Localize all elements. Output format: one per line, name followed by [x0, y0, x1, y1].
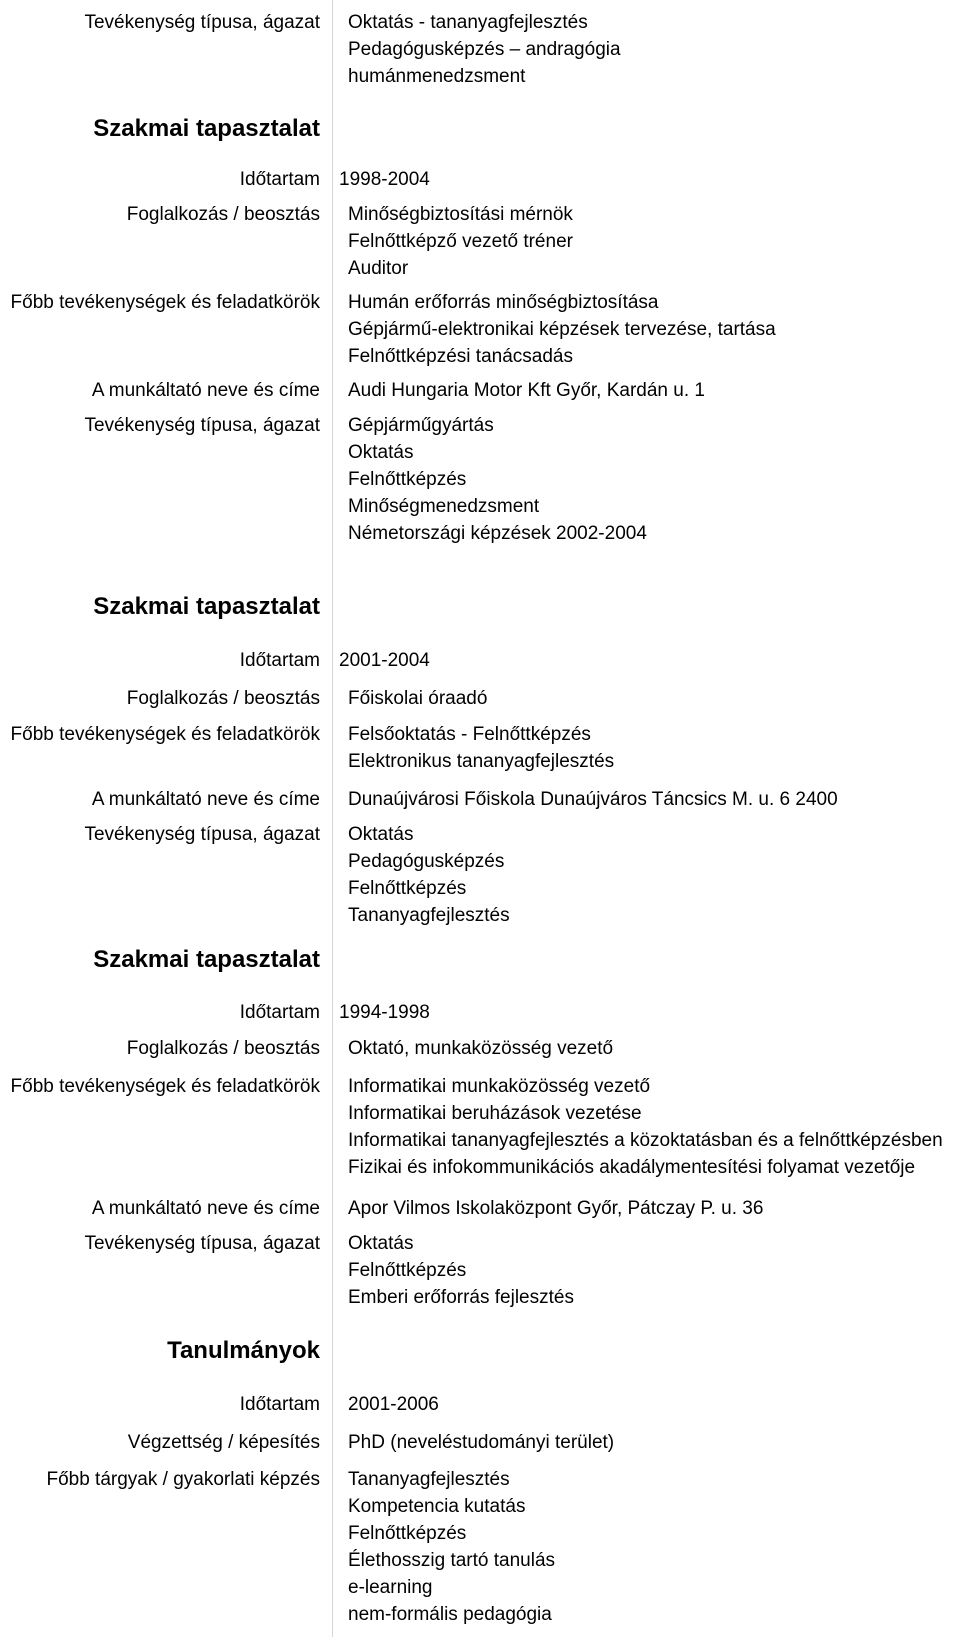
value-line: Minőségbiztosítási mérnök: [348, 204, 573, 225]
value-employer: Audi Hungaria Motor Kft Győr, Kardán u. 1: [348, 380, 705, 401]
label-activity-type: Tevékenység típusa, ágazat: [84, 415, 320, 436]
value-line: Felnőttképzés: [348, 469, 467, 490]
value-line: Pedagógusképzés: [348, 851, 505, 872]
value-line: Informatikai beruházások vezetése: [348, 1103, 642, 1124]
value-qualification: PhD (neveléstudományi terület): [348, 1432, 615, 1453]
section-heading-experience: Szakmai tapasztalat: [93, 115, 320, 142]
value-duration: 2001-2006: [348, 1394, 439, 1415]
value-employer: Dunaújvárosi Főiskola Dunaújváros Táncsics M. u. 6 2400: [348, 789, 838, 810]
value-line: Németországi képzések 2002-2004: [348, 523, 647, 544]
value-position: [348, 685, 487, 712]
value-main-activities: [348, 1073, 943, 1181]
value-line: Felnőttképzés: [348, 1260, 467, 1281]
label-position: Foglalkozás / beosztás: [126, 688, 320, 709]
label-activity-type: Tevékenység típusa, ágazat: [84, 1233, 320, 1254]
value-line: Tananyagfejlesztés: [348, 905, 510, 926]
value-line: humánmenedzsment: [348, 66, 526, 87]
value-line: Oktatás: [348, 824, 414, 845]
value-line: Emberi erőforrás fejlesztés: [348, 1287, 574, 1308]
value-main-subjects: [348, 1466, 555, 1628]
value-line: nem-formális pedagógia: [348, 1604, 552, 1625]
column-divider: [332, 0, 333, 1637]
value-line: Főiskolai óraadó: [348, 688, 488, 709]
value-duration: 1998-2004: [339, 169, 430, 190]
section-heading-experience: Szakmai tapasztalat: [93, 946, 320, 973]
value-line: Felnőttképzési tanácsadás: [348, 346, 573, 367]
value-line: Fizikai és infokommunikációs akadálymentesítési folyamat vezetője: [348, 1157, 916, 1178]
value-line: Informatikai munkaközösség vezető: [348, 1076, 651, 1097]
value-activity-type: [348, 1230, 574, 1311]
value-line: Informatikai tananyagfejlesztés a közoktatásban és a felnőttképzésben: [348, 1130, 943, 1151]
section-heading-education: Tanulmányok: [167, 1337, 320, 1364]
label-duration: Időtartam: [239, 169, 320, 190]
value-line: Gépjármű-elektronikai képzések tervezése, tartása: [348, 319, 776, 340]
label-duration: Időtartam: [239, 1002, 320, 1023]
label-employer: A munkáltató neve és címe: [91, 789, 320, 810]
value-line: Pedagógusképzés – andragógia: [348, 39, 621, 60]
value-line: Felnőttképzés: [348, 1523, 467, 1544]
value-line: Felnőttképzés: [348, 878, 467, 899]
value-activity-type: [348, 821, 510, 929]
section-heading-experience: Szakmai tapasztalat: [93, 593, 320, 620]
value-line: Élethosszig tartó tanulás: [348, 1550, 556, 1571]
value-position: [348, 1035, 613, 1062]
label-qualification: Végzettség / képesítés: [127, 1432, 320, 1453]
label-main-activities: Főbb tevékenységek és feladatkörök: [10, 724, 320, 745]
value-line: Elektronikus tananyagfejlesztés: [348, 751, 615, 772]
value-line: e-learning: [348, 1577, 433, 1598]
label-position: Foglalkozás / beosztás: [126, 1038, 320, 1059]
value-line: Tananyagfejlesztés: [348, 1469, 510, 1490]
value-line: Felnőttképző vezető tréner: [348, 231, 573, 252]
label-employer: A munkáltató neve és címe: [91, 380, 320, 401]
value-main-activities: [348, 721, 614, 775]
label-duration: Időtartam: [239, 1394, 320, 1415]
value-main-activities: [348, 289, 776, 370]
label-main-activities: Főbb tevékenységek és feladatkörök: [10, 1076, 320, 1097]
value-duration: 2001-2004: [339, 650, 430, 671]
label-employer: A munkáltató neve és címe: [91, 1198, 320, 1219]
value-line: Humán erőforrás minőségbiztosítása: [348, 292, 659, 313]
value-line: Gépjárműgyártás: [348, 415, 494, 436]
value-line: Oktatás: [348, 442, 414, 463]
value-employer: Apor Vilmos Iskolaközpont Győr, Pátczay P. u. 36: [348, 1198, 764, 1219]
value-activity-type: [348, 412, 647, 547]
label-main-activities: Főbb tevékenységek és feladatkörök: [10, 292, 320, 313]
value-line: Kompetencia kutatás: [348, 1496, 526, 1517]
label-activity-type: Tevékenység típusa, ágazat: [84, 824, 320, 845]
value-duration: 1994-1998: [339, 1002, 430, 1023]
value-line: Oktató, munkaközösség vezető: [348, 1038, 614, 1059]
value-line: Minőségmenedzsment: [348, 496, 540, 517]
label-duration: Időtartam: [239, 650, 320, 671]
value-line: Felsőoktatás - Felnőttképzés: [348, 724, 591, 745]
value-line: Oktatás: [348, 1233, 414, 1254]
value-position: [348, 201, 573, 282]
label-activity-type: Tevékenység típusa, ágazat: [84, 12, 320, 33]
value-line: Auditor: [348, 258, 409, 279]
label-main-subjects: Főbb tárgyak / gyakorlati képzés: [46, 1469, 320, 1490]
value-line: Oktatás - tananyagfejlesztés: [348, 12, 588, 33]
label-position: Foglalkozás / beosztás: [126, 204, 320, 225]
value-activity-type: [348, 9, 621, 90]
